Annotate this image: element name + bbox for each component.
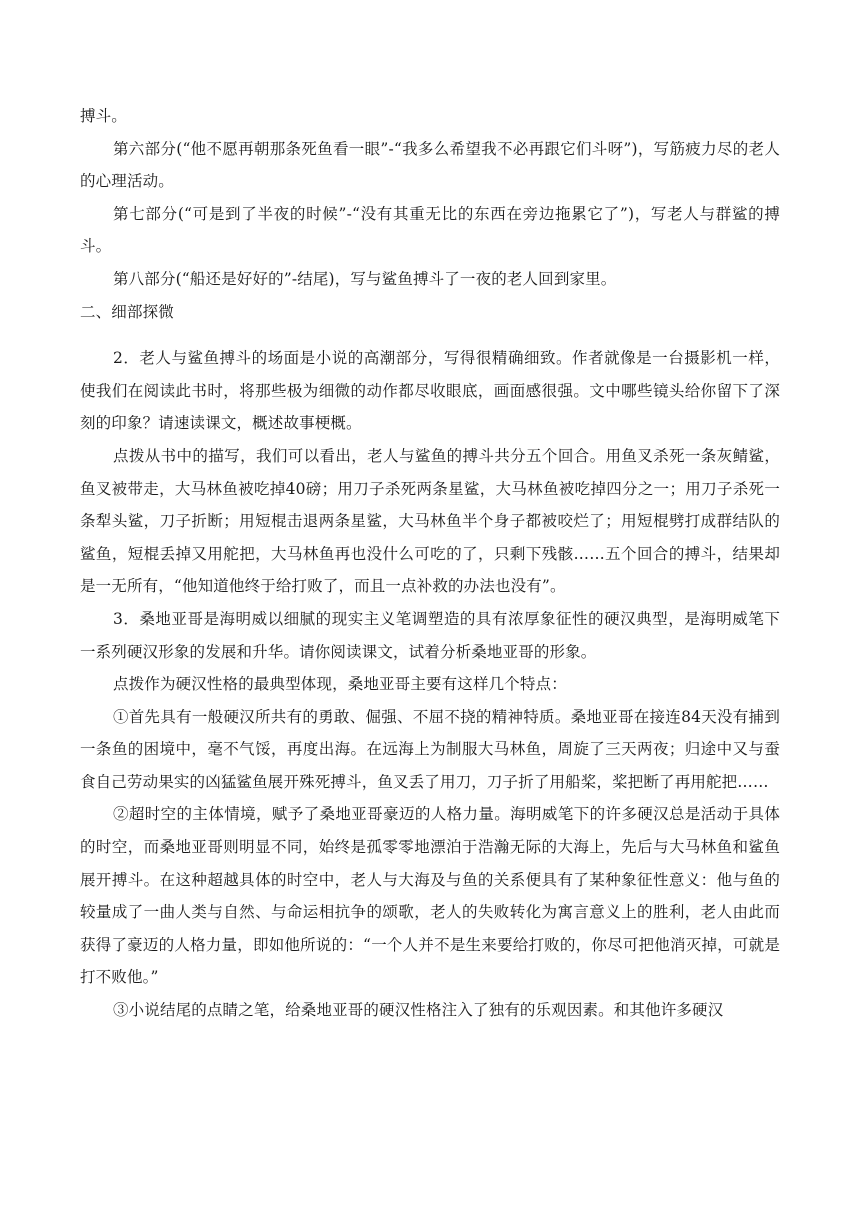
paragraph-part-eight: 第八部分(“船还是好好的”-结尾)，写与鲨鱼搏斗了一夜的老人回到家里。: [113, 269, 617, 288]
question-3: 3．桑地亚哥是海明威以细腻的现实主义笔调塑造的具有浓厚象征性的硬汉典型，是海明威笔下一系列硬汉形象的发展和升华。请你阅读课文，试着分析桑地亚哥的形象。: [80, 609, 780, 661]
answer-3-point-3: ③小说结尾的点睛之笔，给桑地亚哥的硬汉性格注入了独有的乐观因素。和其他许多硬汉: [113, 1001, 724, 1020]
answer-3-intro: 点拨作为硬汉性格的最典型体现，桑地亚哥主要有这样几个特点：: [113, 675, 567, 694]
paragraph-part-seven: 第七部分(“可是到了半夜的时候”-“没有其重无比的东西在旁边拖累它了”)，写老人与群鲨的搏斗。: [80, 204, 780, 256]
section-heading: 二、细部探微: [80, 302, 174, 321]
document-body: [80, 100, 780, 1027]
answer-2: 点拨从书中的描写，我们可以看出，老人与鲨鱼的搏斗共分五个回合。用鱼叉杀死一条灰鲭鲨，鱼叉被带走，大马林鱼被吃掉40磅；用刀子杀死两条星鲨，大马林鱼被吃掉四分之一；用刀子杀死一条犁头鲨，刀子折断；用短棍击退两条星鲨，大马林鱼半个身子都被咬烂了；用短棍劈打成群结队的鲨鱼，短棍丢掉又用舵把，大马林鱼再也没什么可吃的了，只剩下残骸……五个回合的搏斗，结果却是一无所有，“他知道他终于给打败了，而且一点补救的办法也没有”。: [80, 446, 780, 596]
answer-3-point-2: ②超时空的主体情境，赋予了桑地亚哥豪迈的人格力量。海明威笔下的许多硬汉总是活动于具体的时空，而桑地亚哥则明显不同，始终是孤零零地漂泊于浩瀚无际的大海上，先后与大马林鱼和鲨鱼展开搏斗。在这种超越具体的时空中，老人与大海及与鱼的关系便具有了某种象征性意义：他与鱼的较量成了一曲人类与自然、与命运相抗争的颂歌，老人的失败转化为寓言意义上的胜利，老人由此而获得了豪迈的人格力量，即如他所说的：“一个人并不是生来要给打败的，你尽可把他消灭掉，可就是打不败他。”: [80, 805, 780, 987]
answer-3-point-1: ①首先具有一般硬汉所共有的勇敢、倔强、不屈不挠的精神特质。桑地亚哥在接连84天没有捕到一条鱼的困境中，毫不气馁，再度出海。在远海上为制服大马林鱼，周旋了三天两夜；归途中又与蚕食自己劳动果实的凶猛鲨鱼展开殊死搏斗，鱼叉丢了用刀，刀子折了用船桨，桨把断了再用舵把……: [80, 707, 780, 791]
paragraph-part-six: 第六部分(“他不愿再朝那条死鱼看一眼”-“我多么希望我不必再跟它们斗呀”)，写筋疲力尽的老人的心理活动。: [80, 139, 780, 191]
paragraph-continuation: 搏斗。: [80, 107, 127, 125]
question-2: 2．老人与鲨鱼搏斗的场面是小说的高潮部分，写得很精确细致。作者就像是一台摄影机一样，使我们在阅读此书时，将那些极为细微的动作都尽收眼底，画面感很强。文中哪些镜头给你留下了深刻的印象？请速读课文，概述故事梗概。: [80, 349, 780, 433]
